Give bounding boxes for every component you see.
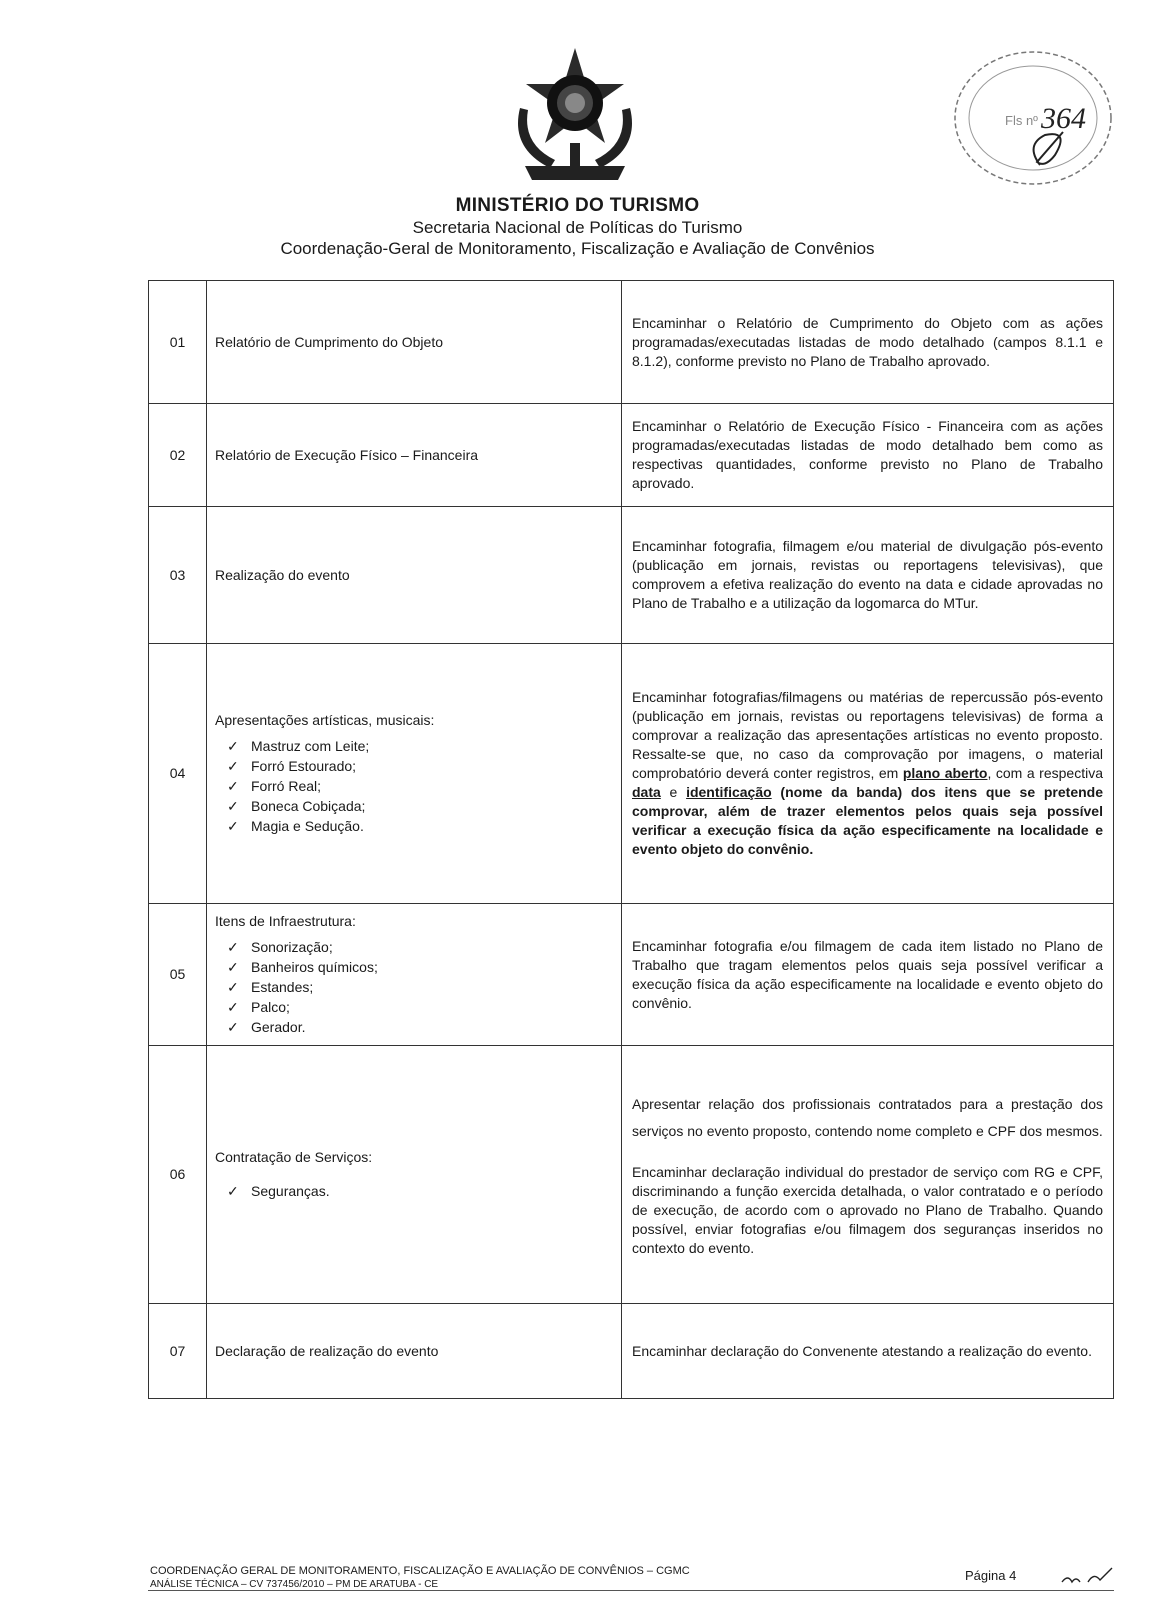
list-item: ✓ Banheiros químicos; bbox=[227, 959, 378, 975]
row-number: 01 bbox=[149, 281, 207, 404]
row-item: Realização do evento bbox=[207, 507, 622, 644]
list-item: ✓ Gerador. bbox=[227, 1019, 306, 1035]
check-icon: ✓ bbox=[227, 798, 239, 814]
subitem-list bbox=[215, 1181, 613, 1201]
row-item bbox=[207, 1046, 622, 1304]
list-item: ✓ Palco; bbox=[227, 999, 290, 1015]
list-item: ✓ Magia e Sedução. bbox=[227, 818, 364, 834]
row-number: 05 bbox=[149, 904, 207, 1046]
table-row bbox=[149, 644, 1114, 904]
row-description: Encaminhar o Relatório de Execução Físico - Financeira com as ações programadas/executadas listadas de modo detalhado bem como as respectivas quantidades, conforme previsto no Plano de Trabalho aprovado. bbox=[622, 404, 1114, 507]
row-number: 06 bbox=[149, 1046, 207, 1304]
row-description: Apresentar relação dos profissionais contratados para a prestação dos serviços no evento proposto, contendo nome completo e CPF dos mesmos. Encaminhar declaração individual do prestador de serviço com RG e CPF, discriminando a função exercida detalhada, o valor contratado e o período de execução, de acordo com o aprovado no Plano de Trabalho. Quando possível, enviar fotografias e/ou filmagem dos seguranças inseridos no contexto do evento. bbox=[622, 1046, 1114, 1304]
table-row bbox=[149, 507, 1114, 644]
table-row bbox=[149, 1304, 1114, 1399]
footer-coordination: COORDENAÇÃO GERAL DE MONITORAMENTO, FISCALIZAÇÃO E AVALIAÇÃO DE CONVÊNIOS – CGMC bbox=[150, 1565, 690, 1577]
check-icon: ✓ bbox=[227, 939, 239, 955]
check-icon: ✓ bbox=[227, 758, 239, 774]
row-number: 07 bbox=[149, 1304, 207, 1399]
row-description: Encaminhar o Relatório de Cumprimento do Objeto com as ações programadas/executadas listadas de modo detalhado (campos 8.1.1 e 8.1.2), conforme previsto no Plano de Trabalho aprovado. bbox=[622, 281, 1114, 404]
list-item: ✓ Boneca Cobiçada; bbox=[227, 798, 366, 814]
list-item: ✓ Sonorização; bbox=[227, 939, 333, 955]
row-number: 02 bbox=[149, 404, 207, 507]
list-item: ✓ Forró Real; bbox=[227, 778, 322, 794]
row-item bbox=[207, 904, 622, 1046]
secretariat-subtitle: Secretaria Nacional de Políticas do Turismo bbox=[412, 218, 743, 237]
row-description: Encaminhar fotografia, filmagem e/ou material de divulgação pós-evento (publicação em jornais, revistas ou reportagens televisivas), que comprovem a efetiva realização do evento na data e cidade aprovadas no Plano de Trabalho e a utilização da logomarca do MTur. bbox=[622, 507, 1114, 644]
footer-divider bbox=[148, 1590, 1114, 1591]
list-item: ✓ Forró Estourado; bbox=[227, 758, 357, 774]
list-item: ✓ Mastruz com Leite; bbox=[227, 738, 370, 754]
table-row bbox=[149, 281, 1114, 404]
row-item bbox=[207, 644, 622, 904]
check-icon: ✓ bbox=[227, 738, 239, 754]
svg-text:Fls nº: Fls nº bbox=[1005, 113, 1038, 128]
row-item-title: Apresentações artísticas, musicais: bbox=[215, 712, 435, 728]
check-icon: ✓ bbox=[227, 959, 239, 975]
row-description: Encaminhar fotografia e/ou filmagem de cada item listado no Plano de Trabalho que tragam elementos pelos quais seja possível verificar a execução física da ação especificamente na localidade e evento objeto do convênio. bbox=[622, 904, 1114, 1046]
coordination-subtitle: Coordenação-Geral de Monitoramento, Fiscalização e Avaliação de Convênios bbox=[280, 239, 875, 258]
row-item-title: Itens de Infraestrutura: bbox=[215, 913, 356, 929]
list-item: ✓ Seguranças. bbox=[227, 1183, 330, 1199]
checklist-table bbox=[148, 280, 1114, 1399]
check-icon: ✓ bbox=[227, 778, 239, 794]
check-icon: ✓ bbox=[227, 1183, 239, 1199]
row-item: Relatório de Execução Físico – Financeira bbox=[207, 404, 622, 507]
row-item: Declaração de realização do evento bbox=[207, 1304, 622, 1399]
row-item-title: Contratação de Serviços: bbox=[215, 1149, 373, 1165]
check-icon: ✓ bbox=[227, 818, 239, 834]
table-row bbox=[149, 404, 1114, 507]
table-row bbox=[149, 904, 1114, 1046]
list-item: ✓ Estandes; bbox=[227, 979, 314, 995]
row-number: 03 bbox=[149, 507, 207, 644]
protocol-stamp bbox=[945, 40, 1115, 190]
row-number: 04 bbox=[149, 644, 207, 904]
signature-rubric bbox=[1060, 1566, 1115, 1588]
check-icon: ✓ bbox=[227, 979, 239, 995]
check-icon: ✓ bbox=[227, 1019, 239, 1035]
row-item: Relatório de Cumprimento do Objeto bbox=[207, 281, 622, 404]
page-number: Página 4 bbox=[965, 1568, 1017, 1583]
subitem-list bbox=[215, 736, 613, 836]
row-description: Encaminhar declaração do Convenente atestando a realização do evento. bbox=[622, 1304, 1114, 1399]
footer-analysis: ANÁLISE TÉCNICA – CV 737456/2010 – PM DE ARATUBA - CE bbox=[150, 1579, 439, 1590]
ministry-title: MINISTÉRIO DO TURISMO bbox=[455, 195, 700, 216]
table-row bbox=[149, 1046, 1114, 1304]
check-icon: ✓ bbox=[227, 999, 239, 1015]
row-description: Encaminhar fotografias/filmagens ou matérias de repercussão pós-evento (publicação em jornais, revistas ou reportagens televisivas) de forma a comprovar a realização das apresentações artísticas no evento proposto. Ressalte-se que, no caso da comprovação por imagens, o material comprobatório deverá conter registros, em plano aberto, com a respectiva data e identificação (nome da banda) dos itens que se pretende comprovar, além de trazer elementos pelos quais seja possível verificar a execução física da ação especificamente na localidade e evento objeto do convênio. bbox=[622, 644, 1114, 904]
subitem-list bbox=[215, 937, 613, 1037]
stamp-page-number: 364 bbox=[1041, 102, 1086, 135]
brazil-coat-of-arms-icon bbox=[510, 48, 640, 198]
